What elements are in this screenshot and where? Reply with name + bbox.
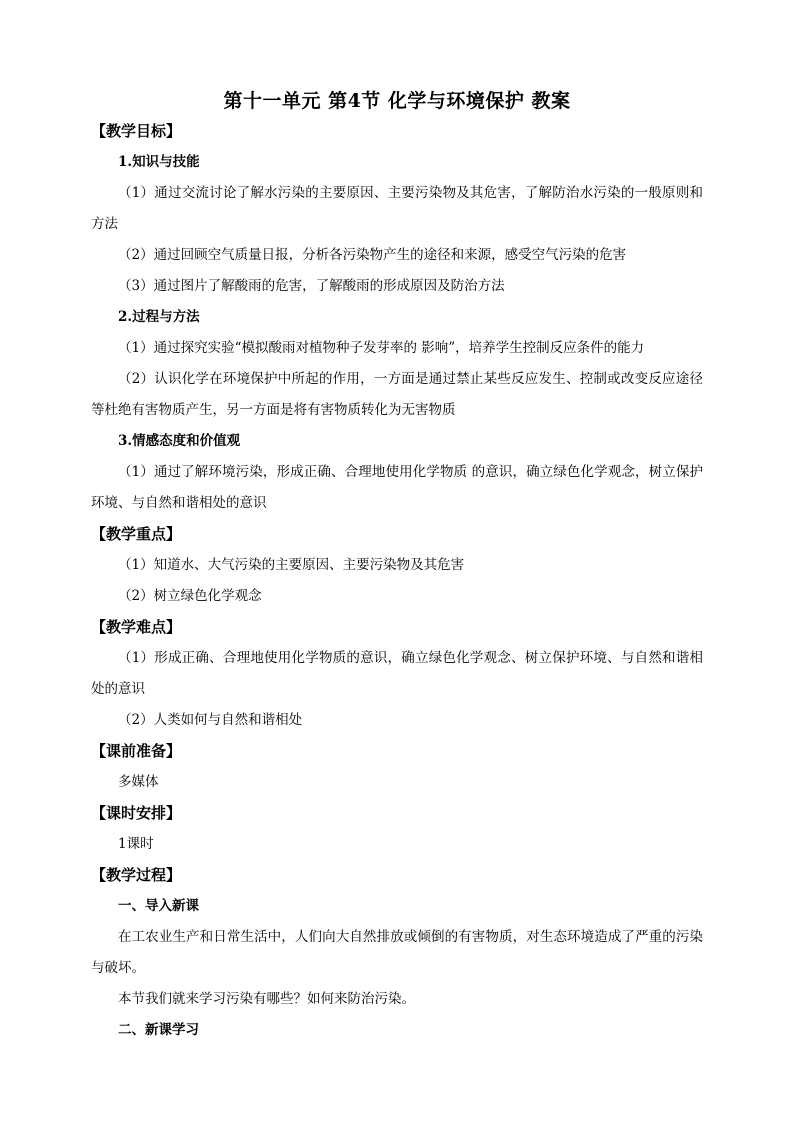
section-heading-key-points: 【教学重点】 <box>91 525 182 543</box>
paragraph: （2）树立绿色化学观念 <box>118 588 262 604</box>
section-heading-difficulties: 【教学难点】 <box>91 618 182 636</box>
paragraph: （1）通过了解环境污染，形成正确、合理地使用化学物质 的意识，确立绿色化学观念，树立保护环境、与自然和谐相处的意识 <box>91 464 703 511</box>
paragraph: （2）通过回顾空气质量日报，分析各污染物产生的途径和来源，感受空气污染的危害 <box>118 247 627 263</box>
paragraph: （1）形成正确、合理地使用化学物质的意识，确立绿色化学观念、树立保护环境、与自然和谐相处的意识 <box>91 650 703 697</box>
section-heading-goals: 【教学目标】 <box>91 122 182 140</box>
document-title: 第十一单元 第4节 化学与环境保护 教案 <box>223 90 571 112</box>
section-heading-schedule: 【课时安排】 <box>91 804 182 822</box>
paragraph: （1）知道水、大气污染的主要原因、主要污染物及其危害 <box>118 557 465 573</box>
subheading-new-lesson: 二、新课学习 <box>118 1022 199 1038</box>
paragraph: 1课时 <box>118 836 154 852</box>
paragraph: 本节我们就来学习污染有哪些？如何来防治污染。 <box>118 991 415 1007</box>
paragraph: （1）通过交流讨论了解水污染的主要原因、主要污染物及其危害，了解防治水污染的一般原则和方法 <box>91 185 703 232</box>
subheading-knowledge-skills: 1.知识与技能 <box>118 154 200 170</box>
section-heading-preparation: 【课前准备】 <box>91 742 182 760</box>
paragraph: （2）认识化学在环境保护中所起的作用，一方面是通过禁止某些反应发生、控制或改变反应途径等杜绝有害物质产生，另一方面是将有害物质转化为无害物质 <box>91 371 703 418</box>
subheading-intro: 一、导入新课 <box>118 898 199 914</box>
paragraph: 多媒体 <box>118 774 159 790</box>
paragraph: 在工农业生产和日常生活中，人们向大自然排放或倾倒的有害物质，对生态环境造成了严重的污染与破坏。 <box>91 929 703 976</box>
paragraph: （2）人类如何与自然和谐相处 <box>118 712 303 728</box>
subheading-attitude-values: 3.情感态度和价值观 <box>118 433 241 449</box>
paragraph: （3）通过图片了解酸雨的危害，了解酸雨的形成原因及防治方法 <box>118 278 505 294</box>
paragraph: （1）通过探究实验“模拟酸雨对植物种子发芽率的 影响”，培养学生控制反应条件的能力 <box>118 340 645 356</box>
document-body <box>91 116 703 1046</box>
subheading-process-methods: 2.过程与方法 <box>118 309 200 325</box>
section-heading-process: 【教学过程】 <box>91 866 182 884</box>
